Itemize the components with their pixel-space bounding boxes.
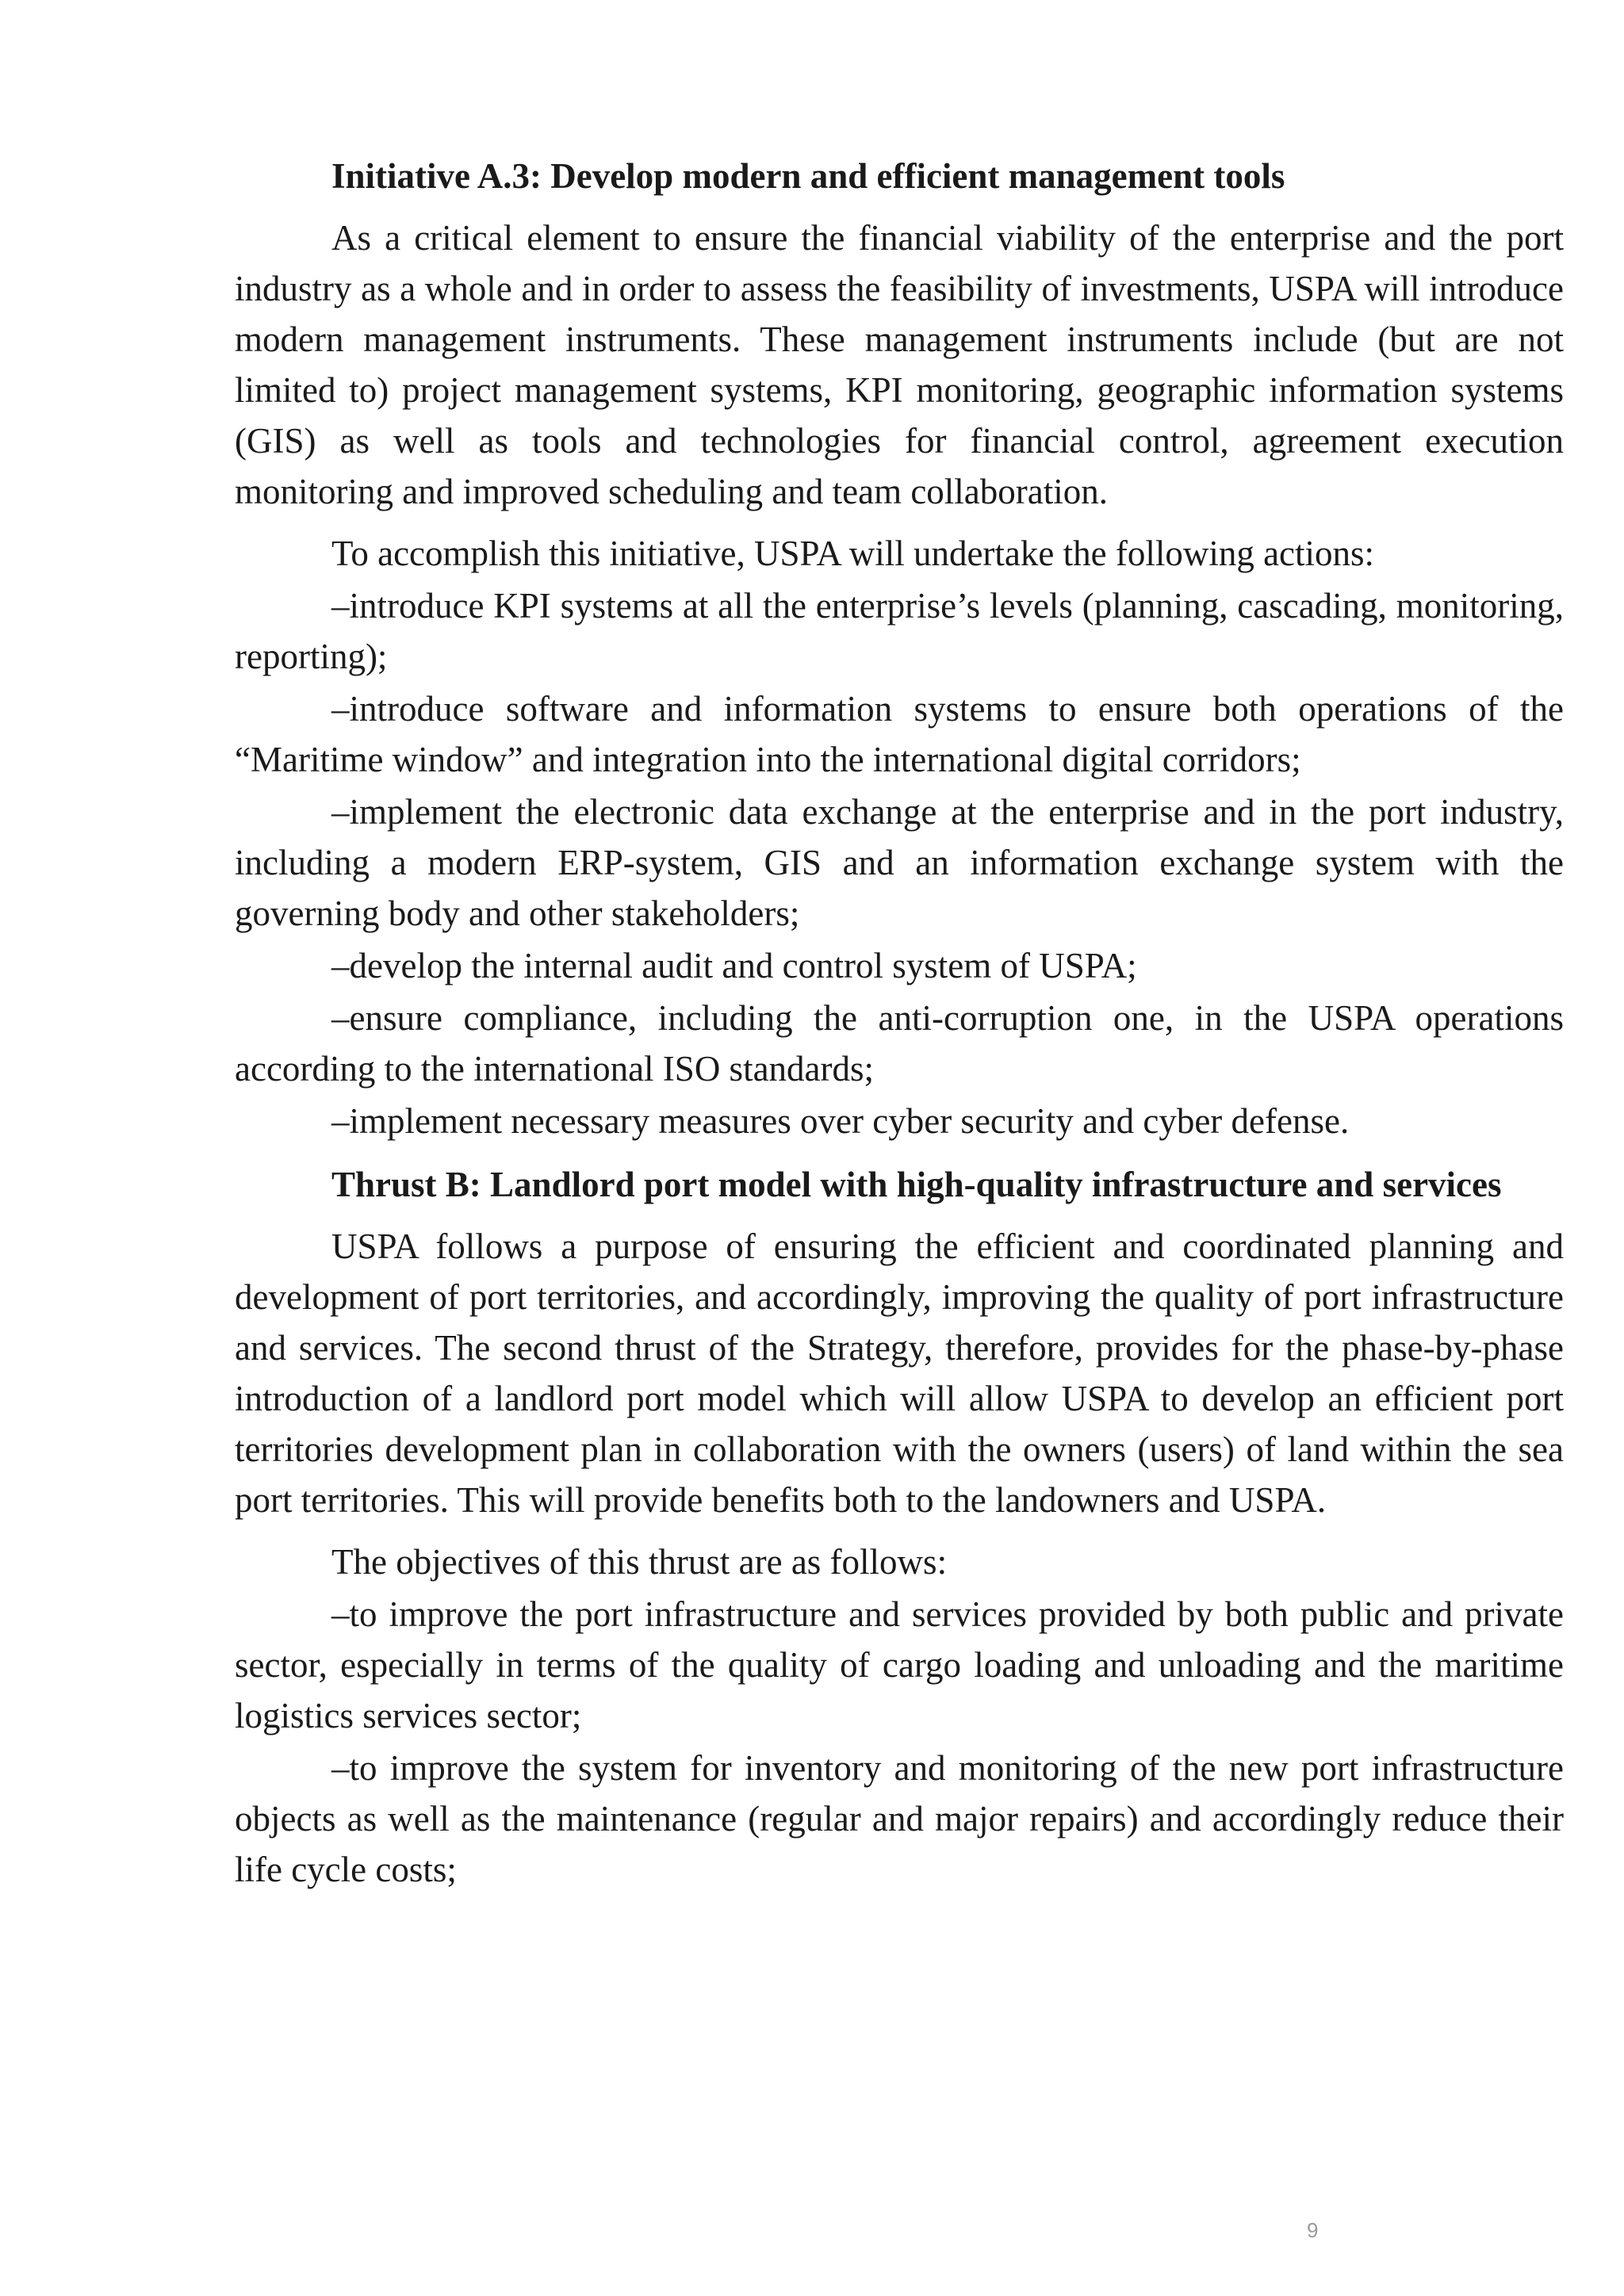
objective-item-text: to improve the system for inventory and monitoring of the new port infrastructure objects as well as the maintenance (regular and major repairs) and accordingly reduce their life cycle costs; xyxy=(235,1748,1564,1889)
document-page xyxy=(235,151,1564,1896)
action-item-text: develop the internal audit and control system of USPA; xyxy=(349,946,1137,985)
dash-bullet: – xyxy=(331,1101,350,1141)
objectives-intro: The objectives of this thrust are as follows: xyxy=(331,1542,948,1582)
action-item xyxy=(235,993,1564,1094)
action-item-text: introduce KPI systems at all the enterprise’s levels (planning, cascading, monitoring, reporting); xyxy=(235,586,1564,676)
dash-bullet: – xyxy=(331,1594,350,1634)
action-item-text: implement necessary measures over cyber security and cyber defense. xyxy=(349,1101,1350,1141)
action-item xyxy=(235,1096,1564,1146)
objective-item xyxy=(235,1743,1564,1895)
objective-item xyxy=(235,1589,1564,1741)
dash-bullet: – xyxy=(331,689,350,729)
initiative-heading: Initiative A.3: Develop modern and efficient management tools xyxy=(331,156,1285,196)
dash-bullet: – xyxy=(331,998,350,1038)
dash-bullet: – xyxy=(331,586,350,626)
dash-bullet: – xyxy=(331,946,350,985)
action-item xyxy=(235,683,1564,785)
action-item-text: introduce software and information systems to ensure both operations of the “Maritime window” and integration into the international digital corridors; xyxy=(235,689,1564,779)
action-item xyxy=(235,580,1564,682)
objective-item-text: to improve the port infrastructure and services provided by both public and private sector, especially in terms of the quality of cargo loading and unloading and the maritime logistics services sector; xyxy=(235,1594,1564,1735)
page-number: 9 xyxy=(1307,2218,1319,2242)
action-item-text: ensure compliance, including the anti-corruption one, in the USPA operations according to the international ISO standards; xyxy=(235,998,1564,1089)
action-item xyxy=(235,940,1564,991)
dash-bullet: – xyxy=(331,1748,350,1788)
dash-bullet: – xyxy=(331,792,350,832)
action-item-text: implement the electronic data exchange at the enterprise and in the port industry, including a modern ERP-system, GIS and an information exchange system with the governing body and other stakeholders; xyxy=(235,792,1564,933)
thrust-paragraph: USPA follows a purpose of ensuring the efficient and coordinated planning and development of port territories, and accordingly, improving the quality of port infrastructure and services. The second thrust of the Strategy, therefore, provides for the phase-by-phase introduction of a landlord port model which will allow USPA to develop an efficient port territories development plan in collaboration with the owners (users) of land within the sea port territories. This will provide benefits both to the landowners and USPA. xyxy=(235,1226,1564,1520)
actions-intro: To accomplish this initiative, USPA will undertake the following actions: xyxy=(331,534,1375,573)
action-item xyxy=(235,786,1564,939)
initiative-paragraph: As a critical element to ensure the financial viability of the enterprise and the port industry as a whole and in order to assess the feasibility of investments, USPA will introduce modern management instruments. These management instruments include (but are not limited to) project management systems, KPI monitoring, geographic information systems (GIS) as well as tools and technologies for financial control, agreement execution monitoring and improved scheduling and team collaboration. xyxy=(235,218,1564,511)
thrust-heading: Thrust B: Landlord port model with high-quality infrastructure and services xyxy=(331,1165,1502,1204)
